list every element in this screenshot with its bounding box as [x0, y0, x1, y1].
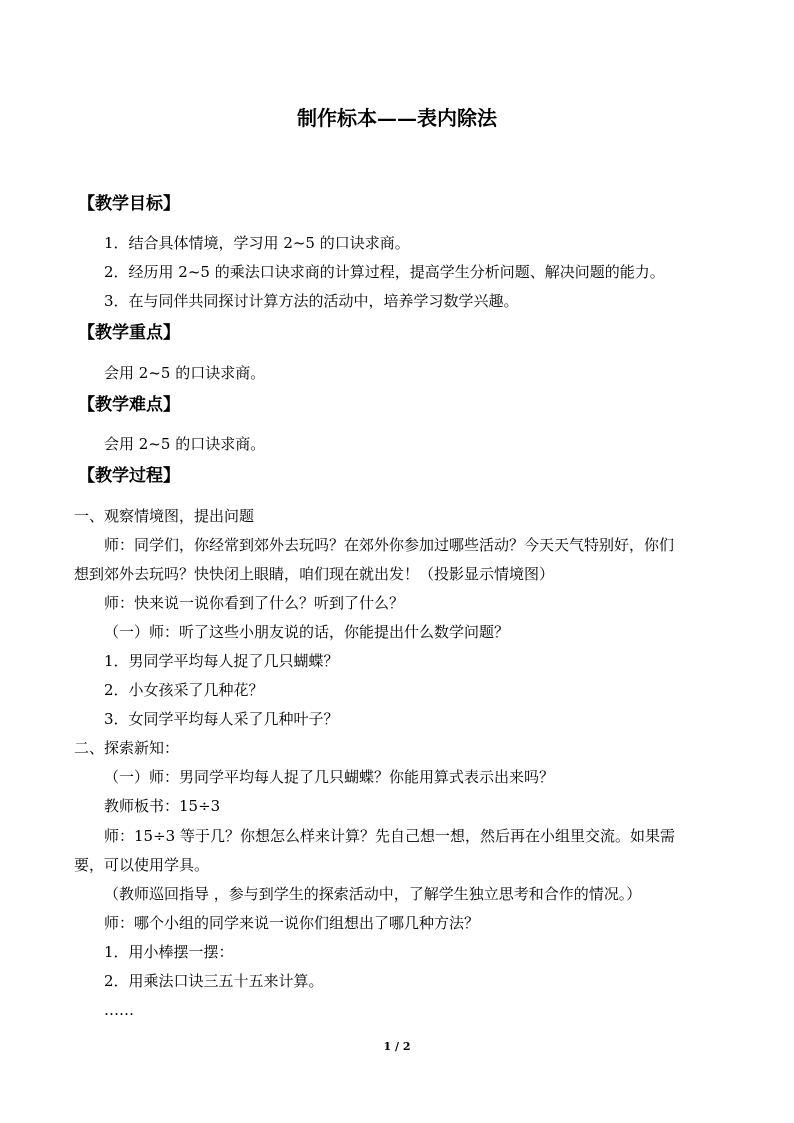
process-line: 2．用乘法口诀三五十五来计算。: [104, 972, 324, 990]
heading-key-points: 【教学重点】: [78, 323, 180, 343]
goal-item: 2．经历用 2~5 的乘法口诀求商的计算过程，提高学生分析问题、解决问题的能力。: [104, 263, 665, 281]
process-line: 师：同学们，你经常到郊外去玩吗？在郊外你参加过哪些活动？今天天气特别好，你们: [104, 536, 675, 554]
process-line: 一、观察情境图，提出问题: [74, 507, 255, 525]
process-line: 想到郊外去玩吗？快快闭上眼睛，咱们现在就出发！（投影显示情境图）: [74, 565, 555, 583]
goal-item: 3．在与同伴共同探讨计算方法的活动中，培养学习数学兴趣。: [104, 292, 519, 310]
process-line: 教师板书：15÷3: [104, 797, 221, 815]
difficulty-text: 会用 2~5 的口诀求商。: [104, 435, 266, 453]
process-line: 师：哪个小组的同学来说一说你们组想出了哪几种方法？: [104, 914, 480, 932]
process-line: 师：15÷3 等于几？你想怎么样来计算？先自己想一想，然后再在小组里交流。如果需: [104, 827, 675, 845]
heading-difficulties: 【教学难点】: [78, 395, 180, 415]
process-line: （一）师：听了这些小朋友说的话，你能提出什么数学问题？: [104, 623, 510, 641]
process-line: （教师巡回指导 ，参与到学生的探索活动中，了解学生独立思考和合作的情况。）: [104, 885, 642, 903]
process-line: 二、探索新知：: [74, 739, 180, 757]
page-title: 制作标本——表内除法: [297, 106, 497, 130]
process-line: 师：快来说一说你看到了什么？听到了什么？: [104, 594, 405, 612]
process-line: 1．用小棒摆一摆：: [104, 943, 234, 961]
process-line: 3．女同学平均每人采了几种叶子？: [104, 710, 339, 728]
process-line: ……: [104, 1001, 134, 1019]
process-line: 1．男同学平均每人捉了几只蝴蝶？: [104, 652, 339, 670]
process-line: 2．小女孩采了几种花？: [104, 681, 264, 699]
key-point-text: 会用 2~5 的口诀求商。: [104, 364, 266, 382]
heading-teaching-goals: 【教学目标】: [78, 194, 180, 214]
heading-teaching-process: 【教学过程】: [78, 466, 180, 486]
process-line: 要，可以使用学具。: [74, 856, 210, 874]
goal-item: 1．结合具体情境，学习用 2~5 的口诀求商。: [104, 234, 410, 252]
process-line: （一）师：男同学平均每人捉了几只蝴蝶？你能用算式表示出来吗？: [104, 768, 555, 786]
page-number: 1 / 2: [383, 1040, 411, 1053]
